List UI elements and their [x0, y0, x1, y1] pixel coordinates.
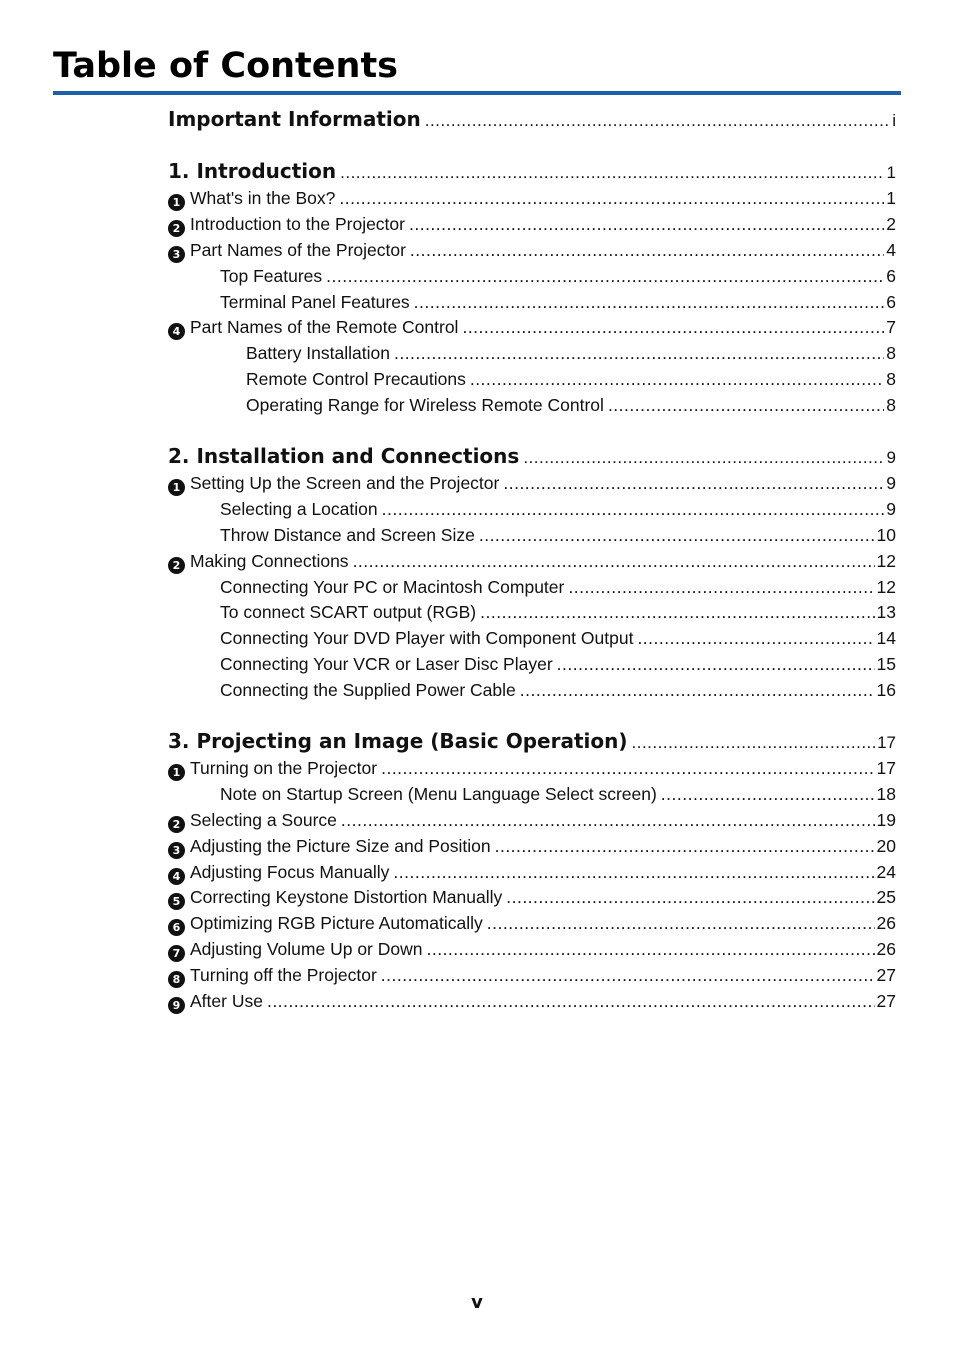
toc-entry-label: Battery Installation — [246, 343, 390, 364]
toc-entry-link[interactable] — [168, 341, 896, 367]
toc-entry-label: Top Features — [220, 265, 323, 286]
dot-leader — [480, 600, 874, 626]
toc-entry-label: Important Information — [168, 107, 421, 131]
dot-leader — [523, 443, 884, 473]
dot-leader — [381, 963, 875, 989]
toc-entry-page-number: 13 — [876, 602, 896, 623]
toc-entry-link[interactable] — [168, 860, 896, 886]
dot-leader — [495, 834, 875, 860]
toc-entry-link[interactable] — [168, 782, 896, 808]
dot-leader — [557, 652, 875, 678]
toc-entry-label: Connecting the Supplied Power Cable — [220, 680, 516, 701]
toc-entry-link[interactable] — [168, 471, 896, 497]
toc-entry-label: What's in the Box? — [190, 188, 336, 208]
toc-entry-page-number: 1 — [886, 163, 896, 182]
dot-leader — [341, 808, 875, 834]
dot-leader — [425, 106, 890, 136]
toc-entry-link[interactable] — [168, 523, 896, 549]
number-bullet-icon: 7 — [168, 945, 185, 962]
toc-entry-label: Note on Startup Screen (Menu Language Select screen) — [220, 783, 657, 804]
toc-entry-link[interactable] — [168, 989, 896, 1015]
dot-leader — [394, 341, 884, 367]
toc-entry-link[interactable] — [168, 393, 896, 419]
dot-leader — [393, 860, 874, 886]
dot-leader — [267, 989, 875, 1015]
dot-leader — [414, 290, 885, 316]
toc-entry-page-number: 24 — [876, 861, 896, 882]
toc-entry-label: Adjusting Focus Manually — [190, 861, 390, 882]
toc-entry-page-number: 12 — [876, 550, 896, 571]
toc-entry-label: Selecting a Location — [220, 498, 378, 519]
toc-entry-page-number: 8 — [886, 395, 896, 416]
toc-entry-link[interactable] — [168, 212, 896, 238]
toc-entry-page-number: 26 — [876, 939, 896, 960]
dot-leader — [568, 575, 874, 601]
toc-entry-label: To connect SCART output (RGB) — [220, 602, 477, 623]
toc-entry-link[interactable] — [168, 626, 896, 652]
toc-entry-page-number: 20 — [876, 835, 896, 856]
toc-entry-link[interactable] — [168, 186, 896, 212]
toc-entry-label: 3. Projecting an Image (Basic Operation) — [168, 729, 628, 754]
number-bullet-icon: 5 — [168, 893, 185, 910]
toc-section-link[interactable] — [168, 441, 896, 471]
toc-entry-page-number: 19 — [876, 809, 896, 830]
toc-entry-page-number: 15 — [876, 654, 896, 675]
toc-entry-page-number: 8 — [886, 343, 896, 364]
toc-entry-page-number: 14 — [876, 628, 896, 649]
number-bullet-icon: 2 — [168, 557, 185, 574]
dot-leader — [340, 158, 884, 188]
toc-entry-page-number: 4 — [886, 239, 896, 260]
toc-entry-label: Connecting Your VCR or Laser Disc Player — [220, 654, 553, 675]
footer-page-number: v — [471, 1292, 483, 1313]
number-bullet-icon: 8 — [168, 971, 185, 988]
dot-leader — [353, 549, 875, 575]
toc-entry-label: Selecting a Source — [190, 809, 337, 830]
toc-entry-label: Setting Up the Screen and the Projector — [190, 473, 500, 494]
toc-entry-page-number: 8 — [886, 369, 896, 390]
toc-entry-link[interactable] — [168, 911, 896, 937]
dot-leader — [326, 264, 884, 290]
toc-entry-label: Connecting Your PC or Macintosh Computer — [220, 576, 565, 597]
toc-entry-page-number: 12 — [876, 576, 896, 597]
number-bullet-icon: 4 — [168, 323, 185, 340]
toc-entry-link[interactable] — [168, 600, 896, 626]
toc-entry-link[interactable] — [168, 549, 896, 575]
toc-entry-page-number: 9 — [886, 448, 896, 468]
dot-leader — [382, 497, 885, 523]
number-bullet-icon: 1 — [168, 194, 185, 211]
number-bullet-icon: 1 — [168, 479, 185, 496]
toc-entry-page-number: 2 — [886, 213, 896, 234]
toc-entry-link[interactable] — [168, 652, 896, 678]
title-underline-rule — [53, 91, 901, 95]
toc-entry-label: Turning on the Projector — [190, 758, 378, 779]
toc-entry-label: Connecting Your DVD Player with Component Output — [220, 628, 634, 649]
toc-entry-label: Remote Control Precautions — [246, 369, 466, 390]
dot-leader — [520, 678, 875, 704]
toc-entry-link[interactable] — [168, 367, 896, 393]
toc-entry-label: After Use — [190, 991, 263, 1012]
toc-entry-label: Optimizing RGB Picture Automatically — [190, 913, 483, 934]
toc-entry-link[interactable] — [168, 808, 896, 834]
dot-leader — [409, 212, 884, 238]
dot-leader — [470, 367, 884, 393]
dot-leader — [661, 782, 875, 808]
dot-leader — [608, 393, 884, 419]
toc-entry-label: Part Names of the Projector — [190, 239, 406, 260]
toc-entry-link[interactable] — [168, 290, 896, 316]
dot-leader — [632, 728, 876, 758]
toc-entry-page-number: 10 — [876, 524, 896, 545]
toc-entry-page-number: 18 — [876, 783, 896, 804]
toc-entry-page-number: 7 — [886, 317, 896, 338]
toc-section-link[interactable] — [168, 726, 896, 756]
toc-section-link[interactable] — [168, 104, 896, 134]
toc-entry-link[interactable] — [168, 678, 896, 704]
toc-entry-link[interactable] — [168, 885, 896, 911]
toc-entry-label: Making Connections — [190, 550, 349, 571]
page-title: Table of Contents — [53, 46, 399, 86]
dot-leader — [487, 911, 875, 937]
toc-entry-page-number: 16 — [876, 680, 896, 701]
dot-leader — [503, 471, 884, 497]
toc-entry-label: Introduction to the Projector — [190, 213, 405, 234]
toc-entry-link[interactable] — [168, 575, 896, 601]
toc-entry-page-number: 27 — [876, 991, 896, 1012]
toc-entry-link[interactable] — [168, 238, 896, 264]
toc-section-link[interactable] — [168, 156, 896, 186]
toc-entry-page-number: 27 — [876, 965, 896, 986]
number-bullet-icon: 3 — [168, 246, 185, 263]
dot-leader — [339, 186, 884, 212]
toc-entry-page-number: 6 — [886, 265, 896, 286]
toc-entry-label: Operating Range for Wireless Remote Control — [246, 395, 604, 416]
toc-entry-link[interactable] — [168, 963, 896, 989]
toc-entry-page-number: 17 — [876, 758, 896, 779]
toc-entry-page-number: i — [892, 111, 896, 130]
toc-entry-link[interactable] — [168, 937, 896, 963]
dot-leader — [637, 626, 874, 652]
dot-leader — [462, 315, 884, 341]
dot-leader — [410, 238, 884, 264]
dot-leader — [506, 885, 874, 911]
toc-entry-page-number: 9 — [886, 498, 896, 519]
toc-entry-label: Throw Distance and Screen Size — [220, 524, 475, 545]
toc-entry-label: Correcting Keystone Distortion Manually — [190, 887, 503, 908]
toc-entry-link[interactable] — [168, 264, 896, 290]
table-of-contents — [168, 104, 896, 1015]
toc-entry-label: 2. Installation and Connections — [168, 444, 520, 469]
dot-leader — [479, 523, 875, 549]
toc-entry-page-number: 9 — [886, 473, 896, 494]
number-bullet-icon: 2 — [168, 220, 185, 237]
toc-entry-page-number: 6 — [886, 291, 896, 312]
toc-entry-label: 1. Introduction — [168, 159, 337, 183]
toc-entry-page-number: 17 — [877, 733, 896, 753]
number-bullet-icon: 4 — [168, 868, 185, 885]
toc-entry-page-number: 26 — [876, 913, 896, 934]
dot-leader — [381, 756, 874, 782]
toc-entry-page-number: 25 — [876, 887, 896, 908]
toc-entry-link[interactable] — [168, 497, 896, 523]
toc-entry-page-number: 1 — [886, 188, 896, 208]
dot-leader — [426, 937, 874, 963]
toc-entry-label: Terminal Panel Features — [220, 291, 410, 312]
number-bullet-icon: 1 — [168, 764, 185, 781]
toc-entry-label: Turning off the Projector — [190, 965, 377, 986]
toc-entry-link[interactable] — [168, 834, 896, 860]
toc-entry-label: Part Names of the Remote Control — [190, 317, 459, 338]
number-bullet-icon: 3 — [168, 842, 185, 859]
number-bullet-icon: 2 — [168, 816, 185, 833]
toc-entry-link[interactable] — [168, 756, 896, 782]
toc-entry-label: Adjusting the Picture Size and Position — [190, 835, 491, 856]
number-bullet-icon: 6 — [168, 919, 185, 936]
number-bullet-icon: 9 — [168, 997, 185, 1014]
toc-entry-label: Adjusting Volume Up or Down — [190, 939, 423, 960]
toc-entry-link[interactable] — [168, 315, 896, 341]
